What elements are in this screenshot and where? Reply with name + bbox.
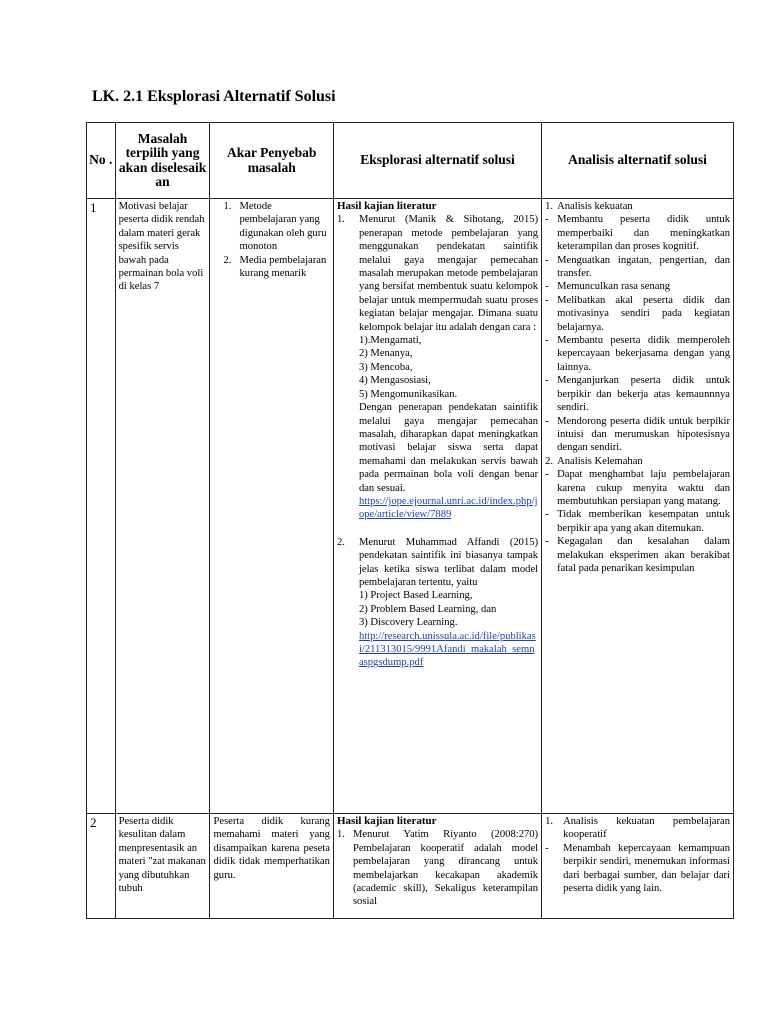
literature-text: Dengan penerapan pendekatan saintifik melalui gaya mengajar pemecahan masalah, diharapkan dapat meningkatkan motivasi belajar siswa serta dapat memahami dan melakukan servis bawah pada permainan bola voli dengan benar dan sesuai.: [358, 402, 539, 494]
model-item: 2) Problem Based Learning, dan: [358, 603, 497, 615]
list-item: 2. Analisis Kelemahan: [545, 455, 643, 467]
eksplorasi-cell: [333, 199, 541, 814]
list-item: 1. Menurut (Manik & Sihotang, 2015) penerapan metode pembelajaran yang menggunakan pendekatan saintifik melalui gaya mengajar pemecahan masalah merupakan metode pembelajaran yang bersifat membentuk suatu kelompok belajar untuk mempermudah suatu proses kegiatan belajar mengajar. Dimana suatu kelompok belajar itu adalah dengan cara : 1).Mengamati, 2) Menanya, 3) Mencoba, 4) Mengasosiasi, 5) Mengomunikasikan. Dengan penerapan pendekatan saintifik melalui gaya mengajar pemecahan masalah, diharapkan dapat meningkatkan motivasi belajar siswa serta dapat memahami dan melakukan servis bawah pada permainan bola voli dengan benar dan sesuai. https://jope.ejournal.unri.ac.id/index.php/jope/article/view/7889: [336, 214, 539, 521]
step-item: 2) Menanya,: [358, 348, 413, 360]
list-item: 1. Metode pembelajaran yang digunakan oleh guru monoton: [223, 201, 327, 253]
list-item: - Membantu peserta didik untuk memperbaiki dan meningkatkan keterampilan dan proses kognitif.: [545, 214, 730, 253]
akar-cell: Peserta didik kurang memahami materi yang disampaikan karena peseta didik tidak memperhatikan guru.: [210, 814, 333, 919]
header-analisis: Analisis alternatif solusi: [542, 123, 734, 199]
list-item: 1. Analisis kekuatan: [545, 201, 633, 212]
list-item: - Memunculkan rasa senang: [545, 281, 671, 293]
eksplorasi-cell: [333, 814, 541, 919]
header-no: No .: [87, 123, 116, 199]
header-row: [87, 123, 734, 199]
solution-table: [86, 122, 734, 919]
literature-text: Menurut Muhammad Affandi (2015) pendekatan saintifik ini biasanya tampak jelas ketika siswa terlibat dalam model pembelajaran tertentu, yaitu: [358, 536, 539, 588]
list-item: - Menambah kepercayaan kemampuan berpikir sendiri, menemukan informasi dari berbagai sumber, dan belajar dari peserta didik yang lain.: [545, 842, 730, 895]
reference-link[interactable]: http://research.unissula.ac.id/file/publikasi/211313015/9991Afandi_makalah_semnaspgsdump.pdf: [358, 630, 536, 669]
list-item: - Membantu peserta didik memperoleh kepercayaan bekerjasama dengan yang lainnya.: [545, 335, 730, 373]
eksplorasi-heading: Hasil kajian literatur: [336, 815, 437, 827]
list-item: - Dapat menghambat laju pembelajaran karena cukup menyita waktu dan membutuhkan persiapan yang matang.: [545, 469, 730, 507]
list-item: - Mendorong peserta didik untuk berpikir intuisi dan merumuskan hipotesisnya dengan sendiri.: [545, 415, 730, 454]
list-item: - Tidak memberikan kesempatan untuk berpikir apa yang akan ditemukan.: [545, 509, 730, 534]
reference-link[interactable]: https://jope.ejournal.unri.ac.id/index.php/jope/article/view/7889: [358, 495, 538, 521]
table-row: [87, 199, 734, 814]
literature-text: Menurut Yatim Riyanto (2008:270) Pembelajaran kooperatif adalah model pembelajaran yang dirancang untuk membelajarkan kecakapan akademik (academic skill), Sekaligus keterampilan sosial: [352, 829, 539, 908]
header-masalah: Masalah terpilih yang akan diselesaik an: [115, 123, 210, 199]
literature-text: Menurut (Manik & Sihotang, 2015) penerapan metode pembelajaran yang menggunakan pendekatan saintifik melalui gaya mengajar pemecahan masalah merupakan metode pembelajaran yang bersifat membentuk suatu kelompok belajar untuk mempermudah suatu proses kegiatan belajar mengajar. Dimana suatu kelompok belajar itu adalah dengan cara :: [358, 214, 539, 333]
list-item: - Menganjurkan peserta didik untuk berpikir dan bekerja atas kemaunnnya sendiri.: [545, 375, 730, 414]
row-number: 2: [87, 814, 116, 919]
model-item: 3) Discovery Learning.: [358, 617, 458, 629]
analisis-cell: [542, 814, 734, 919]
list-item: - Melibatkan akal peserta didik dan motivasinya sendiri pada kegiatan belajarnya.: [545, 294, 730, 333]
step-item: 5) Mengomunikasikan.: [358, 388, 458, 400]
table-row: [87, 814, 734, 919]
eksplorasi-heading: Hasil kajian literatur: [336, 200, 437, 212]
list-item: - Menguatkan ingatan, pengertian, dan transfer.: [545, 254, 730, 280]
list-item: 1. Menurut Yatim Riyanto (2008:270) Pembelajaran kooperatif adalah model pembelajaran yang dirancang untuk membelajarkan kecakapan akademik (academic skill), Sekaligus keterampilan sosial: [336, 829, 539, 908]
header-eksplorasi: Eksplorasi alternatif solusi: [333, 123, 541, 199]
list-item: - Kegagalan dan kesalahan dalam melakukan eksperimen akan berakibat fatal pada penarikan kesimpulan: [545, 536, 730, 574]
model-item: 1) Project Based Learning,: [358, 590, 473, 602]
row-number: 1: [87, 199, 116, 814]
masalah-cell: Peserta didik kesulitan dalam menpresentasik an materi "zat makanan yang dibutuhkan tubuh: [115, 814, 210, 919]
page-title: LK. 2.1 Eksplorasi Alternatif Solusi: [92, 88, 336, 105]
header-akar: Akar Penyebab masalah: [210, 123, 333, 199]
list-item: 2. Menurut Muhammad Affandi (2015) pendekatan saintifik ini biasanya tampak jelas ketika siswa terlibat dalam model pembelajaran tertentu, yaitu 1) Project Based Learning, 2) Problem Based Learning, dan 3) Discovery Learning. http://research.unissula.ac.id/file/publikasi/211313015/9991Afandi_makalah_semnaspgsdump.pdf: [336, 536, 539, 669]
list-item: 1. Analisis kekuatan pembelajaran kooperatif: [545, 816, 730, 841]
list-item: 2. Media pembelajaran kurang menarik: [223, 254, 327, 280]
masalah-cell: Motivasi belajar peserta didik rendah dalam materi gerak spesifik servis bawah pada permainan bola voli di kelas 7: [115, 199, 210, 814]
analisis-cell: [542, 199, 734, 814]
step-item: 3) Mencoba,: [358, 361, 413, 373]
step-item: 1).Mengamati,: [358, 335, 422, 347]
akar-cell: [210, 199, 333, 814]
step-item: 4) Mengasosiasi,: [358, 375, 431, 387]
